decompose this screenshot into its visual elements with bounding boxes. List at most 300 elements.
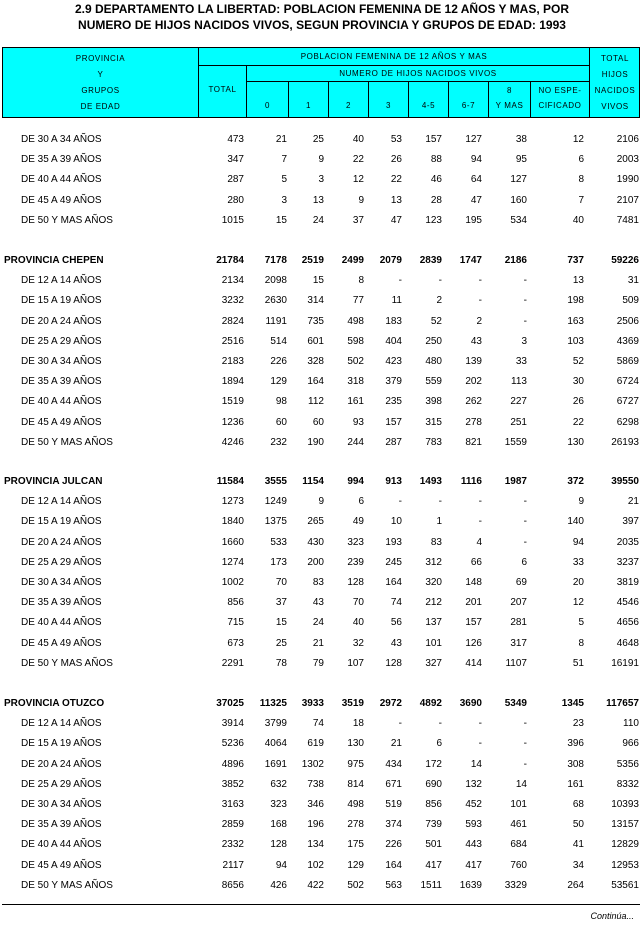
province-total-cell: 1747: [459, 255, 482, 266]
province-total-cell: 117657: [606, 698, 639, 709]
table-cell: 739: [425, 819, 442, 831]
table-cell: 129: [347, 859, 364, 871]
table-cell: 397: [622, 516, 639, 528]
table-cell: 328: [307, 356, 324, 367]
table-row: [0, 492, 644, 512]
province-total-cell: 11584: [216, 476, 244, 487]
table-cell: 21: [312, 637, 324, 649]
table-cell: 4064: [264, 738, 287, 750]
table-cell: 227: [510, 396, 527, 408]
table-cell: 26193: [611, 436, 639, 448]
table-cell: 8: [578, 637, 584, 649]
table-cell: 161: [567, 778, 584, 790]
table-cell: 417: [465, 859, 482, 871]
table-row: [0, 533, 644, 553]
age-group-label: DE 35 A 39 AÑOS: [21, 597, 102, 609]
table-cell: 8: [358, 275, 364, 287]
age-group-label: DE 25 A 29 AÑOS: [21, 556, 102, 568]
table-cell: 164: [385, 859, 402, 871]
table-cell: 66: [470, 556, 482, 568]
table-cell: 207: [510, 597, 527, 609]
table-cell: 559: [425, 376, 442, 388]
table-cell: 2107: [616, 194, 639, 206]
table-title-line-2: NUMERO DE HIJOS NACIDOS VIVOS, SEGUN PROVINCIA Y GRUPOS DE EDAD: 1993: [78, 18, 566, 32]
table-cell: 684: [510, 839, 527, 851]
age-group-label: DE 15 A 19 AÑOS: [21, 295, 102, 307]
table-row: [0, 856, 644, 876]
table-cell: 193: [385, 536, 402, 548]
table-cell: 4246: [221, 436, 244, 448]
table-cell: 2824: [221, 315, 244, 327]
table-cell: 426: [270, 879, 287, 891]
table-cell: 323: [347, 536, 364, 548]
table-cell: 563: [385, 879, 402, 891]
table-row: [0, 312, 644, 332]
table-cell: 43: [312, 597, 324, 609]
table-cell: 77: [352, 295, 364, 307]
table-cell: 51: [572, 657, 584, 669]
age-group-label: DE 40 A 44 AÑOS: [21, 839, 102, 851]
table-cell: 1990: [616, 174, 639, 186]
table-cell: 60: [275, 416, 287, 428]
table-row: [0, 150, 644, 170]
table-cell: 161: [347, 396, 364, 408]
header-provincia-1: PROVINCIA: [75, 54, 126, 63]
table-cell: 52: [572, 356, 584, 367]
table-cell: -: [398, 275, 402, 287]
table-cell: 25: [312, 134, 324, 145]
table-header: [2, 47, 640, 118]
age-group-label: DE 45 A 49 AÑOS: [21, 637, 102, 649]
table-cell: 38: [515, 134, 527, 145]
table-cell: 47: [470, 194, 482, 206]
age-group-label: DE 45 A 49 AÑOS: [21, 194, 102, 206]
table-cell: 22: [572, 416, 584, 428]
table-cell: 2859: [221, 819, 244, 831]
table-cell: 226: [270, 356, 287, 367]
table-cell: 244: [347, 436, 364, 448]
table-cell: 502: [347, 879, 364, 891]
table-cell: 9: [318, 154, 324, 166]
table-cell: 814: [347, 778, 364, 790]
table-row: [0, 613, 644, 633]
table-cell: 23: [572, 718, 584, 730]
table-cell: 102: [307, 859, 324, 871]
province-total-cell: 994: [347, 476, 364, 487]
table-cell: 70: [352, 597, 364, 609]
table-cell: 41: [572, 839, 584, 851]
table-cell: 314: [307, 295, 324, 307]
table-row: [0, 835, 644, 855]
age-group-label: DE 50 Y MAS AÑOS: [21, 436, 113, 448]
table-cell: -: [523, 718, 527, 730]
table-cell: 461: [510, 819, 527, 831]
table-cell: 519: [385, 799, 402, 810]
header-col-2: 2: [345, 101, 352, 110]
table-cell: 128: [385, 657, 402, 669]
table-row: [0, 271, 644, 291]
table-cell: 95: [515, 154, 527, 166]
age-group-label: DE 25 A 29 AÑOS: [21, 335, 102, 347]
table-cell: -: [523, 758, 527, 770]
table-cell: 31: [627, 275, 639, 287]
table-cell: 26: [390, 154, 402, 166]
table-cell: 212: [425, 597, 442, 609]
table-cell: 134: [307, 839, 324, 851]
table-cell: 1840: [221, 516, 244, 528]
table-row: [0, 191, 644, 211]
header-total-hijos-1: TOTAL: [600, 54, 630, 63]
table-cell: 5869: [616, 356, 639, 367]
table-cell: 4369: [616, 335, 639, 347]
table-cell: 46: [430, 174, 442, 186]
table-cell: 173: [270, 556, 287, 568]
age-group-label: DE 15 A 19 AÑOS: [21, 516, 102, 528]
table-cell: 5: [281, 174, 287, 186]
table-cell: 593: [465, 819, 482, 831]
age-group-label: DE 20 A 24 AÑOS: [21, 536, 102, 548]
province-total-cell: 37025: [216, 698, 244, 709]
table-cell: 21: [275, 134, 287, 145]
table-cell: 374: [385, 819, 402, 831]
table-cell: 430: [307, 536, 324, 548]
table-cell: 1559: [504, 436, 527, 448]
table-cell: 308: [567, 758, 584, 770]
continua-note: Continúa...: [590, 911, 634, 921]
table-cell: 5: [578, 617, 584, 629]
table-row: [0, 433, 644, 453]
age-group-label: DE 40 A 44 AÑOS: [21, 174, 102, 186]
table-cell: 1639: [459, 879, 482, 891]
table-row: [0, 755, 644, 775]
age-group-label: DE 50 Y MAS AÑOS: [21, 657, 113, 669]
table-cell: 379: [385, 376, 402, 388]
table-cell: 12: [572, 134, 584, 145]
table-cell: 157: [425, 134, 442, 145]
province-total-cell: 21784: [216, 255, 244, 266]
table-cell: 43: [470, 335, 482, 347]
table-cell: 129: [270, 376, 287, 388]
table-cell: 172: [425, 758, 442, 770]
table-cell: 2630: [264, 295, 287, 307]
table-cell: 8332: [616, 778, 639, 790]
header-provincia-2: Y: [97, 70, 104, 79]
table-row: [0, 211, 644, 231]
header-col-0: 0: [264, 101, 271, 110]
table-cell: 12953: [611, 859, 639, 871]
table-cell: 1: [436, 516, 442, 528]
table-cell: 498: [347, 315, 364, 327]
table-cell: -: [478, 718, 482, 730]
table-cell: 317: [510, 637, 527, 649]
table-cell: 2035: [616, 536, 639, 548]
header-total: TOTAL: [208, 85, 237, 94]
table-cell: 200: [307, 556, 324, 568]
table-cell: 128: [347, 577, 364, 588]
table-cell: 6: [436, 738, 442, 750]
table-cell: 9: [578, 496, 584, 508]
province-total-cell: 1345: [561, 698, 584, 709]
table-row: [0, 413, 644, 433]
table-cell: 232: [270, 436, 287, 448]
age-group-label: DE 45 A 49 AÑOS: [21, 859, 102, 871]
table-cell: 49: [352, 516, 364, 528]
table-cell: 107: [347, 657, 364, 669]
header-provincia-3: GRUPOS: [81, 86, 120, 95]
table-cell: 2291: [221, 657, 244, 669]
table-cell: 15: [312, 275, 324, 287]
table-cell: 14: [470, 758, 482, 770]
table-cell: 70: [275, 577, 287, 588]
table-cell: 140: [567, 516, 584, 528]
table-row: [0, 352, 644, 372]
table-cell: 3237: [616, 556, 639, 568]
province-total-cell: 39550: [611, 476, 639, 487]
table-cell: 966: [622, 738, 639, 750]
table-cell: 533: [270, 536, 287, 548]
table-cell: 404: [385, 335, 402, 347]
table-cell: -: [523, 275, 527, 287]
table-cell: 1519: [221, 396, 244, 408]
table-row: [0, 392, 644, 412]
province-total-cell: 2519: [301, 255, 324, 266]
table-cell: 101: [425, 637, 442, 649]
table-cell: 1236: [221, 416, 244, 428]
table-cell: 480: [425, 356, 442, 367]
table-row: [0, 332, 644, 352]
header-provincia-4: DE EDAD: [80, 102, 121, 111]
table-cell: 79: [312, 657, 324, 669]
table-cell: 126: [465, 637, 482, 649]
table-cell: 735: [307, 315, 324, 327]
table-cell: 40: [352, 617, 364, 629]
table-cell: 245: [385, 556, 402, 568]
footer-divider: [2, 904, 640, 905]
header-poblacion: POBLACION FEMENINA DE 12 AÑOS Y MAS: [300, 52, 488, 61]
table-cell: 856: [425, 799, 442, 810]
table-cell: 262: [465, 396, 482, 408]
table-row: [0, 512, 644, 532]
table-cell: 60: [312, 416, 324, 428]
table-cell: 1107: [505, 657, 527, 669]
table-cell: 11: [391, 295, 402, 307]
table-cell: 396: [567, 738, 584, 750]
table-cell: 783: [425, 436, 442, 448]
table-cell: 6: [521, 556, 527, 568]
table-cell: 3163: [221, 799, 244, 810]
table-cell: 74: [390, 597, 402, 609]
table-cell: 347: [227, 154, 244, 166]
table-cell: 22: [390, 174, 402, 186]
table-cell: 113: [511, 376, 527, 388]
table-cell: 37: [275, 597, 287, 609]
table-cell: 3: [281, 194, 287, 206]
table-row: [0, 593, 644, 613]
table-cell: 3: [318, 174, 324, 186]
table-cell: 398: [425, 396, 442, 408]
table-cell: 975: [347, 758, 364, 770]
table-cell: 7: [281, 154, 287, 166]
table-cell: 40: [572, 214, 584, 226]
table-cell: 15: [275, 617, 287, 629]
age-group-label: DE 20 A 24 AÑOS: [21, 315, 102, 327]
table-cell: -: [478, 738, 482, 750]
table-cell: 10: [390, 516, 402, 528]
table-cell: 265: [307, 516, 324, 528]
table-cell: 15: [275, 214, 287, 226]
table-cell: 9: [358, 194, 364, 206]
table-cell: 12: [572, 597, 584, 609]
table-cell: 6: [578, 154, 584, 166]
province-total-cell: 2972: [379, 698, 402, 709]
province-total-cell: 3555: [264, 476, 287, 487]
table-cell: 110: [623, 718, 639, 730]
table-cell: 738: [307, 778, 324, 790]
table-cell: 13: [390, 194, 402, 206]
table-cell: 2098: [264, 275, 287, 287]
table-cell: 13157: [611, 819, 639, 831]
province-total-cell: 372: [567, 476, 584, 487]
province-total-row: [0, 251, 644, 271]
table-cell: 88: [430, 154, 442, 166]
table-cell: 619: [307, 738, 324, 750]
table-cell: 164: [385, 577, 402, 588]
table-cell: -: [478, 496, 482, 508]
province-total-cell: 1154: [302, 476, 324, 487]
header-col-y-mas: Y MAS: [495, 101, 524, 110]
table-cell: 132: [465, 778, 482, 790]
table-cell: 318: [347, 376, 364, 388]
table-row: [0, 573, 644, 593]
table-row: [0, 734, 644, 754]
table-cell: 9: [318, 496, 324, 508]
table-cell: 43: [390, 637, 402, 649]
table-cell: -: [478, 516, 482, 528]
table-cell: 139: [465, 356, 482, 367]
table-cell: 6298: [616, 416, 639, 428]
table-cell: 239: [347, 556, 364, 568]
age-group-label: DE 40 A 44 AÑOS: [21, 396, 102, 408]
table-row: [0, 795, 644, 815]
table-cell: 2: [476, 315, 482, 327]
table-cell: 3852: [221, 778, 244, 790]
table-cell: 1191: [265, 315, 287, 327]
province-total-cell: 7178: [264, 255, 287, 266]
table-cell: 53561: [611, 879, 639, 891]
table-cell: 1660: [221, 536, 244, 548]
province-total-cell: 1493: [419, 476, 442, 487]
table-cell: 315: [425, 416, 442, 428]
table-cell: 83: [312, 577, 324, 588]
table-cell: 94: [470, 154, 482, 166]
province-total-cell: 2499: [341, 255, 364, 266]
table-cell: 443: [465, 839, 482, 851]
table-cell: 8: [578, 174, 584, 186]
table-cell: 250: [425, 335, 442, 347]
table-cell: 93: [352, 416, 364, 428]
table-cell: 1015: [221, 214, 244, 226]
table-cell: 10393: [611, 799, 639, 810]
table-cell: 21: [390, 738, 402, 750]
table-cell: 4896: [221, 758, 244, 770]
age-group-label: DE 30 A 34 AÑOS: [21, 356, 102, 367]
table-cell: -: [478, 275, 482, 287]
table-cell: 12829: [611, 839, 639, 851]
table-cell: -: [438, 718, 442, 730]
table-cell: 56: [390, 617, 402, 629]
table-cell: 7: [578, 194, 584, 206]
table-cell: 2332: [221, 839, 244, 851]
province-total-cell: 913: [385, 476, 402, 487]
table-cell: 251: [510, 416, 527, 428]
table-cell: 3799: [264, 718, 287, 730]
table-cell: 673: [227, 637, 244, 649]
table-cell: 414: [465, 657, 482, 669]
header-total-hijos-2: HIJOS: [601, 70, 629, 79]
table-cell: 287: [227, 174, 244, 186]
table-cell: 452: [465, 799, 482, 810]
table-cell: 417: [425, 859, 442, 871]
table-cell: 2106: [616, 134, 639, 145]
table-cell: 2516: [221, 335, 244, 347]
header-col-4-5: 4-5: [421, 101, 436, 110]
table-cell: 202: [465, 376, 482, 388]
table-cell: 1274: [221, 556, 244, 568]
table-cell: 33: [572, 556, 584, 568]
table-cell: 103: [567, 335, 584, 347]
table-cell: 98: [275, 396, 287, 408]
table-cell: 281: [510, 617, 527, 629]
table-cell: 264: [567, 879, 584, 891]
table-cell: 2117: [222, 859, 244, 871]
table-row: [0, 876, 644, 896]
table-cell: 423: [385, 356, 402, 367]
table-cell: 123: [425, 214, 442, 226]
table-row: [0, 775, 644, 795]
table-cell: 40: [352, 134, 364, 145]
header-total-hijos-3: NACIDOS: [594, 86, 636, 95]
table-cell: 148: [465, 577, 482, 588]
header-no-esp: NO ESPE-: [538, 86, 582, 95]
province-total-cell: 2186: [504, 255, 527, 266]
table-cell: 157: [385, 416, 402, 428]
table-cell: 24: [312, 617, 324, 629]
table-row: [0, 634, 644, 654]
table-cell: 1375: [264, 516, 287, 528]
table-cell: 5236: [221, 738, 244, 750]
table-cell: 18: [352, 718, 364, 730]
table-cell: -: [523, 738, 527, 750]
table-cell: 2183: [221, 356, 244, 367]
table-cell: 94: [572, 536, 584, 548]
age-group-label: DE 12 A 14 AÑOS: [21, 275, 102, 287]
table-cell: 235: [385, 396, 402, 408]
table-cell: 83: [430, 536, 442, 548]
table-cell: 195: [465, 214, 482, 226]
table-cell: 6: [358, 496, 364, 508]
table-row: [0, 372, 644, 392]
table-cell: 514: [270, 335, 287, 347]
table-cell: 312: [425, 556, 442, 568]
table-cell: 198: [567, 295, 584, 307]
header-col-1: 1: [305, 101, 312, 110]
table-cell: 6727: [616, 396, 639, 408]
province-total-cell: 1987: [504, 476, 527, 487]
table-cell: 4656: [616, 617, 639, 629]
table-cell: 68: [572, 799, 584, 810]
header-col-6-7: 6-7: [461, 101, 476, 110]
table-cell: 3329: [504, 879, 527, 891]
